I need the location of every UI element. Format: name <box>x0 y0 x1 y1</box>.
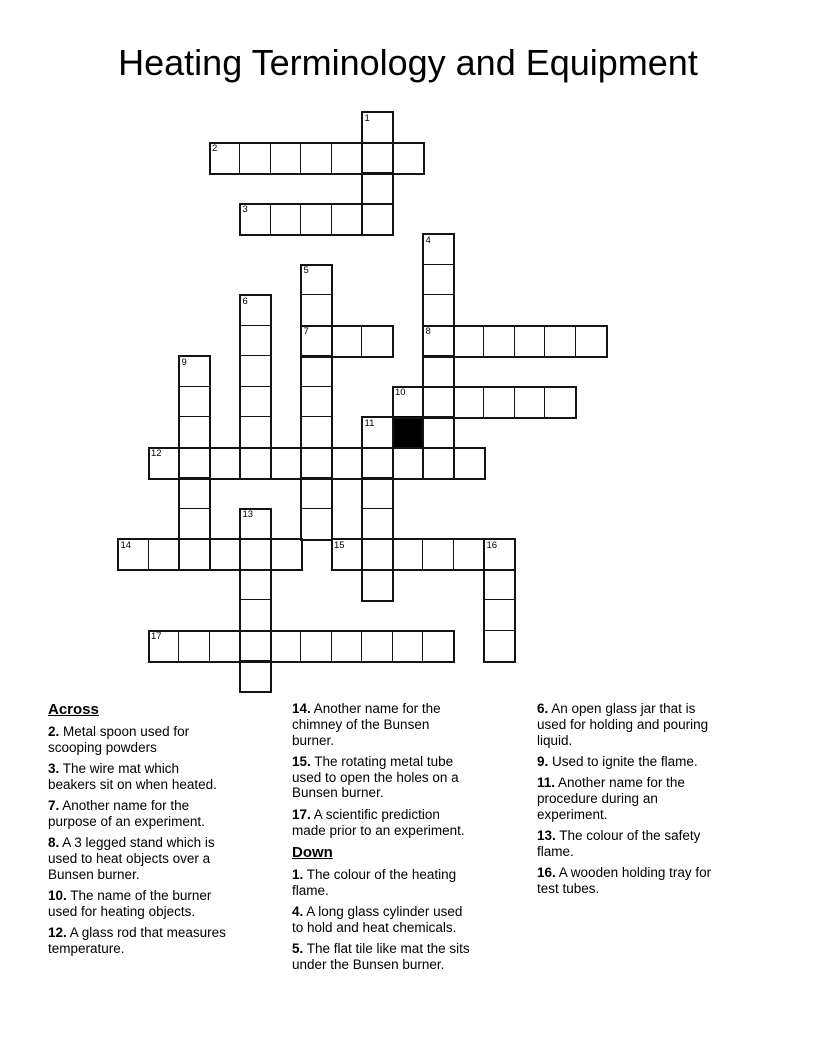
grid-cell[interactable] <box>117 538 149 570</box>
grid-cell[interactable] <box>483 569 515 601</box>
grid-cell[interactable] <box>361 508 393 540</box>
cell-number: 5 <box>303 265 309 276</box>
grid-cell[interactable] <box>361 111 393 143</box>
cell-number: 11 <box>364 417 375 429</box>
page-title: Heating Terminology and Equipment <box>118 42 698 83</box>
clue-across-8 <box>48 835 230 882</box>
grid-cell[interactable] <box>422 538 454 570</box>
grid-cell[interactable] <box>483 386 515 418</box>
grid-cell[interactable] <box>392 142 424 174</box>
clue-number: 4. <box>292 903 304 919</box>
grid-cell[interactable] <box>331 142 363 174</box>
grid-cell[interactable] <box>331 630 363 662</box>
clue-text: The colour of the heating flame. <box>292 866 457 898</box>
grid-cell[interactable] <box>178 416 210 448</box>
grid-cell[interactable] <box>453 538 485 570</box>
grid-cell[interactable] <box>178 630 210 662</box>
clue-column-across <box>48 701 230 962</box>
grid-cell[interactable] <box>392 538 424 570</box>
clue-text: Used to ignite the flame. <box>548 753 698 769</box>
cell-number: 6 <box>242 295 248 307</box>
grid-cell[interactable] <box>178 477 210 509</box>
grid-cell[interactable] <box>483 599 515 631</box>
grid-cell[interactable] <box>422 416 454 448</box>
clue-number: 11. <box>537 775 556 791</box>
clue-text: Metal spoon used for scooping powders <box>48 724 190 755</box>
clue-text: A 3 legged stand which is used to heat objects over a Bunsen burner. <box>48 835 215 882</box>
grid-cell[interactable] <box>361 538 393 570</box>
cell-number: 7 <box>303 326 309 337</box>
grid-cell[interactable] <box>544 325 576 357</box>
clue-text: The wire mat which beakers sit on when heated. <box>48 761 217 792</box>
grid-cell[interactable] <box>239 325 271 357</box>
grid-cell[interactable] <box>209 447 241 479</box>
clue-down-5 <box>292 941 475 973</box>
clue-number: 15. <box>292 753 311 769</box>
grid-cell[interactable] <box>392 386 424 418</box>
clue-across-15 <box>292 754 475 801</box>
cell-number: 9 <box>181 356 187 368</box>
grid-cell[interactable] <box>483 325 515 357</box>
grid-cell[interactable] <box>209 630 241 662</box>
grid-cell[interactable] <box>239 142 271 174</box>
grid-cell[interactable] <box>300 416 332 448</box>
grid-cell[interactable] <box>300 142 332 174</box>
clue-across-14 <box>292 701 475 748</box>
cell-number: 12 <box>151 448 162 459</box>
clue-text: The colour of the safety flame. <box>537 828 701 859</box>
grid-cell[interactable] <box>300 508 332 540</box>
grid-cell[interactable] <box>239 660 271 692</box>
clue-number: 10. <box>48 888 67 904</box>
grid-cell[interactable] <box>300 447 332 479</box>
grid-cell[interactable] <box>239 416 271 448</box>
clue-across-10 <box>48 888 230 920</box>
cell-number: 15 <box>334 539 345 551</box>
clue-number: 12. <box>48 925 67 941</box>
clue-across-2 <box>48 724 230 756</box>
grid-cell[interactable] <box>239 569 271 601</box>
grid-cell[interactable] <box>361 447 393 479</box>
grid-cell[interactable] <box>331 203 363 235</box>
grid-cell[interactable] <box>270 203 302 235</box>
grid-cell[interactable] <box>239 538 271 570</box>
clue-text: A long glass cylinder used to hold and heat chemicals. <box>292 903 463 935</box>
clue-text: Another name for the purpose of an experiment. <box>48 798 205 829</box>
cell-number: 3 <box>242 204 248 215</box>
cell-number: 13 <box>242 509 254 520</box>
grid-cell[interactable] <box>422 355 454 387</box>
grid-cell[interactable] <box>483 630 515 662</box>
grid-cell[interactable] <box>392 630 424 662</box>
grid-cell[interactable] <box>361 630 393 662</box>
grid-cell[interactable] <box>239 599 271 631</box>
clue-text: Another name for the procedure during an experiment. <box>537 775 685 822</box>
grid-cell[interactable] <box>178 447 210 479</box>
clue-number: 6. <box>537 701 549 716</box>
grid-cell[interactable] <box>178 386 210 418</box>
grid-cell[interactable] <box>209 142 241 174</box>
clue-number: 13. <box>537 828 556 844</box>
clue-number: 9. <box>537 753 549 769</box>
clue-down-1 <box>292 867 475 899</box>
clue-text: A scientific prediction made prior to an experiment. <box>292 806 465 838</box>
grid-cell[interactable] <box>270 447 302 479</box>
clue-column-down <box>537 701 723 902</box>
clue-across-12 <box>48 925 230 957</box>
clue-number: 8. <box>48 835 60 851</box>
clue-text: A glass rod that measures temperature. <box>48 925 226 957</box>
clue-down-13 <box>537 828 723 860</box>
grid-cell[interactable] <box>422 264 454 296</box>
grid-cell[interactable] <box>422 447 454 479</box>
clue-column-middle <box>292 701 475 978</box>
cell-number: 1 <box>364 112 370 124</box>
grid-cell[interactable] <box>361 203 393 235</box>
clue-down-16 <box>537 865 723 897</box>
clue-text: The flat tile like mat the sits under the Bunsen burner. <box>292 941 470 972</box>
clue-down-4 <box>292 904 475 936</box>
grid-cell[interactable] <box>300 294 332 326</box>
cell-number: 8 <box>425 326 431 337</box>
grid-cell[interactable] <box>422 630 454 662</box>
clue-number: 2. <box>48 724 60 739</box>
grid-cell[interactable] <box>300 386 332 418</box>
grid-cell[interactable] <box>514 386 546 418</box>
grid-cell[interactable] <box>361 569 393 601</box>
cell-number: 14 <box>120 539 132 551</box>
clue-number: 7. <box>48 798 60 814</box>
grid-cell[interactable] <box>422 325 454 357</box>
clue-number: 1. <box>292 866 304 882</box>
clue-text: The name of the burner used for heating objects. <box>48 888 212 919</box>
grid-cell[interactable] <box>148 538 180 570</box>
grid-cell[interactable] <box>239 447 271 479</box>
grid-cell[interactable] <box>331 447 363 479</box>
clue-text: An open glass jar that is used for holding and pouring liquid. <box>537 701 709 748</box>
grid-cell[interactable] <box>148 630 180 662</box>
grid-cell[interactable] <box>422 294 454 326</box>
clue-down-6 <box>537 701 723 748</box>
clue-text: Another name for the chimney of the Bunsen burner. <box>292 701 441 748</box>
grid-cell[interactable] <box>544 386 576 418</box>
grid-cell[interactable] <box>300 630 332 662</box>
grid-cell[interactable] <box>209 538 241 570</box>
clue-across-7 <box>48 798 230 830</box>
blocked-cell <box>392 416 424 448</box>
grid-cell[interactable] <box>239 355 271 387</box>
grid-cell[interactable] <box>239 386 271 418</box>
clue-number: 5. <box>292 941 304 957</box>
grid-cell[interactable] <box>300 203 332 235</box>
grid-cell[interactable] <box>331 325 363 357</box>
grid-cell[interactable] <box>575 325 607 357</box>
grid-cell[interactable] <box>361 477 393 509</box>
clue-text: The rotating metal tube used to open the holes on a Bunsen burner. <box>292 753 459 801</box>
grid-cell[interactable] <box>300 264 332 296</box>
grid-cell[interactable] <box>392 447 424 479</box>
clue-header-across: Across <box>48 701 99 718</box>
grid-cell[interactable] <box>453 386 485 418</box>
grid-cell[interactable] <box>148 447 180 479</box>
grid-cell[interactable] <box>453 447 485 479</box>
grid-cell[interactable] <box>422 386 454 418</box>
grid-cell[interactable] <box>331 538 363 570</box>
grid-cell[interactable] <box>270 538 302 570</box>
grid-cell[interactable] <box>453 325 485 357</box>
grid-cell[interactable] <box>270 142 302 174</box>
grid-cell[interactable] <box>300 325 332 357</box>
grid-cell[interactable] <box>361 416 393 448</box>
grid-cell[interactable] <box>178 508 210 540</box>
clue-number: 16. <box>537 865 556 881</box>
grid-cell[interactable] <box>178 355 210 387</box>
grid-cell[interactable] <box>483 538 515 570</box>
grid-cell[interactable] <box>514 325 546 357</box>
clue-down-11 <box>537 775 723 822</box>
grid-cell[interactable] <box>361 172 393 204</box>
clue-across-17 <box>292 807 475 839</box>
grid-cell[interactable] <box>300 477 332 509</box>
grid-cell[interactable] <box>422 233 454 265</box>
grid-cell[interactable] <box>239 630 271 662</box>
clue-across-3 <box>48 761 230 793</box>
grid-cell[interactable] <box>239 508 271 540</box>
grid-cell[interactable] <box>239 294 271 326</box>
grid-cell[interactable] <box>361 142 393 174</box>
clue-number: 14. <box>292 701 311 716</box>
clue-number: 17. <box>292 806 311 822</box>
cell-number: 10 <box>395 387 406 398</box>
clue-down-9 <box>537 754 723 770</box>
grid-cell[interactable] <box>361 325 393 357</box>
cell-number: 16 <box>486 539 498 551</box>
cell-number: 2 <box>212 143 218 154</box>
cell-number: 4 <box>425 234 431 246</box>
clue-text: A wooden holding tray for test tubes. <box>537 865 712 896</box>
cell-number: 17 <box>151 631 162 642</box>
grid-cell[interactable] <box>270 630 302 662</box>
grid-cell[interactable] <box>239 203 271 235</box>
grid-cell[interactable] <box>300 355 332 387</box>
grid-cell[interactable] <box>178 538 210 570</box>
clue-header-down: Down <box>292 843 333 861</box>
clue-number: 3. <box>48 761 60 777</box>
